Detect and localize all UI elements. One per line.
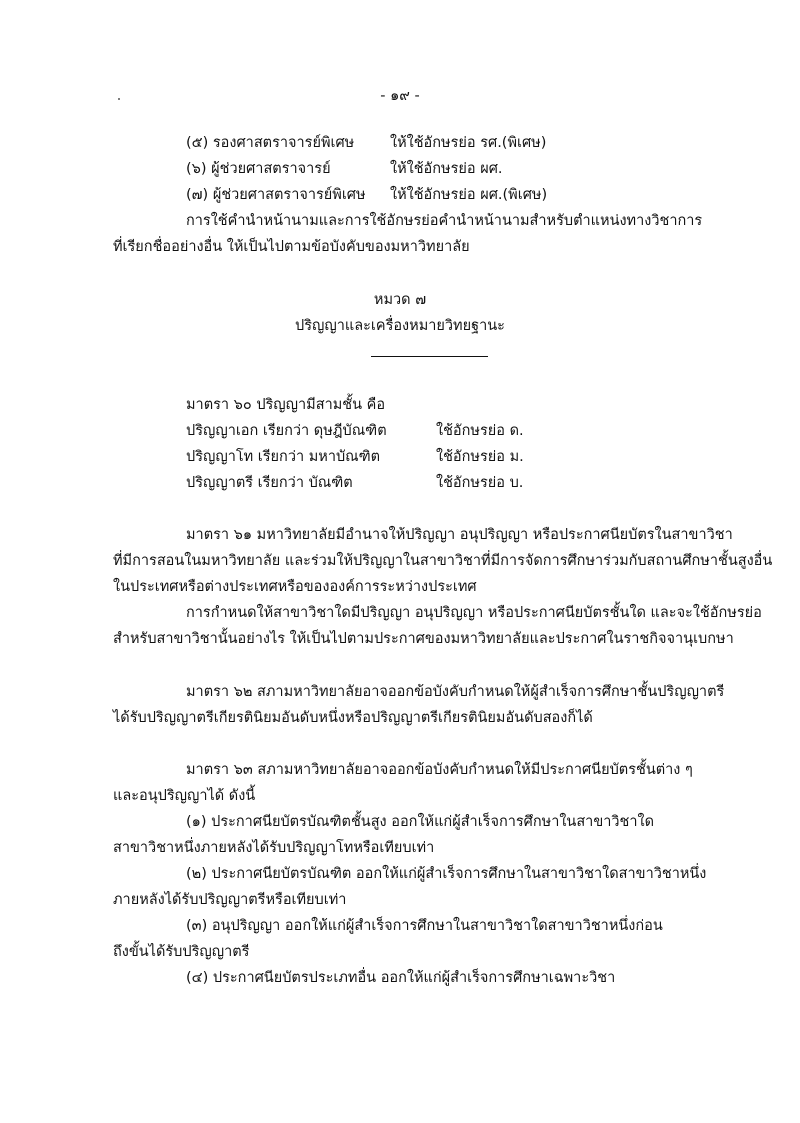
- degree-name-bachelor: ปริญญาตรี เรียกว่า บัณฑิต: [186, 475, 353, 491]
- section-63-line: ภายหลังได้รับปริญญาตรีหรือเทียบเท่า: [113, 892, 347, 908]
- degree-abbrev-bachelor: ใช้อักษรย่อ บ.: [436, 475, 524, 491]
- title-abbrev-assistant-professor: ให้ใช้อักษรย่อ ผศ.: [390, 161, 503, 177]
- section-61-line: สำหรับสาขาวิชานั้นอย่างไร ให้เป็นไปตามประกาศของมหาวิทยาลัยและประกาศในราชกิจจานุเบกษา: [113, 631, 734, 647]
- title-item-assistant-professor: (๖) ผู้ช่วยศาสตราจารย์: [186, 161, 331, 177]
- section-63-line: ถึงขั้นได้รับปริญญาตรี: [113, 944, 250, 960]
- degree-abbrev-master: ใช้อักษรย่อ ม.: [436, 449, 524, 465]
- paragraph-line: ที่เรียกชื่ออย่างอื่น ให้เป็นไปตามข้อบังคับของมหาวิทยาลัย: [113, 239, 470, 255]
- title-abbrev-assistant-professor-special: ให้ใช้อักษรย่อ ผศ.(พิเศษ): [390, 187, 548, 203]
- section-62-line: มาตรา ๖๒ สภามหาวิทยาลัยอาจออกข้อบังคับกำหนดให้ผู้สำเร็จการศึกษาชั้นปริญญาตรี: [186, 684, 725, 700]
- chapter-title: ปริญญาและเครื่องหมายวิทยฐานะ: [295, 318, 505, 334]
- section-61-line: ที่มีการสอนในมหาวิทยาลัย และร่วมให้ปริญญาในสาขาวิชาที่มีการจัดการศึกษาร่วมกับสถานศึกษาชั้นสูงอื่น: [113, 553, 773, 569]
- chapter-divider: [371, 356, 488, 357]
- section-61-line: การกำหนดให้สาขาวิชาใดมีปริญญา อนุปริญญา หรือประกาศนียบัตรชั้นใด และจะใช้อักษรย่อ: [186, 605, 762, 621]
- section-61-line: มาตรา ๖๑ มหาวิทยาลัยมีอำนาจให้ปริญญา อนุปริญญา หรือประกาศนียบัตรในสาขาวิชา: [186, 527, 733, 543]
- chapter-number: หมวด ๗: [373, 292, 427, 308]
- section-63-item-3: (๓) อนุปริญญา ออกให้แก่ผู้สำเร็จการศึกษาในสาขาวิชาใดสาขาวิชาหนึ่งก่อน: [186, 918, 663, 934]
- section-63-line: มาตรา ๖๓ สภามหาวิทยาลัยอาจออกข้อบังคับกำหนดให้มีประกาศนียบัตรชั้นต่าง ๆ: [186, 762, 693, 778]
- section-62-line: ได้รับปริญญาตรีเกียรตินิยมอันดับหนึ่งหรือปริญญาตรีเกียรตินิยมอันดับสองก็ได้: [113, 710, 593, 726]
- section-60-heading: มาตรา ๖๐ ปริญญามีสามชั้น คือ: [186, 397, 386, 413]
- section-63-line: สาขาวิชาหนึ่งภายหลังได้รับปริญญาโทหรือเทียบเท่า: [113, 840, 435, 856]
- section-63-line: และอนุปริญญาได้ ดังนี้: [113, 788, 256, 804]
- section-63-item-2: (๒) ประกาศนียบัตรบัณฑิต ออกให้แก่ผู้สำเร็จการศึกษาในสาขาวิชาใดสาขาวิชาหนึ่ง: [186, 866, 707, 882]
- degree-name-master: ปริญญาโท เรียกว่า มหาบัณฑิต: [186, 449, 381, 465]
- degree-abbrev-doctor: ใช้อักษรย่อ ด.: [436, 423, 524, 439]
- paragraph-line: การใช้คำนำหน้านามและการใช้อักษรย่อคำนำหน้านามสำหรับตำแหน่งทางวิชาการ: [186, 213, 703, 229]
- title-item-assistant-professor-special: (๗) ผู้ช่วยศาสตราจารย์พิเศษ: [186, 187, 366, 203]
- title-abbrev-associate-professor-special: ให้ใช้อักษรย่อ รศ.(พิเศษ): [390, 135, 547, 151]
- title-item-associate-professor-special: (๕) รองศาสตราจารย์พิเศษ: [186, 135, 355, 151]
- section-63-item-1: (๑) ประกาศนียบัตรบัณฑิตชั้นสูง ออกให้แก่ผู้สำเร็จการศึกษาในสาขาวิชาใด: [186, 814, 654, 830]
- section-63-item-4: (๔) ประกาศนียบัตรประเภทอื่น ออกให้แก่ผู้สำเร็จการศึกษาเฉพาะวิชา: [186, 970, 616, 986]
- page-number: - ๑๙ -: [380, 88, 420, 104]
- section-61-line: ในประเทศหรือต่างประเทศหรือขององค์การระหว่างประเทศ: [113, 579, 477, 595]
- degree-name-doctor: ปริญญาเอก เรียกว่า ดุษฎีบัณฑิต: [186, 423, 387, 439]
